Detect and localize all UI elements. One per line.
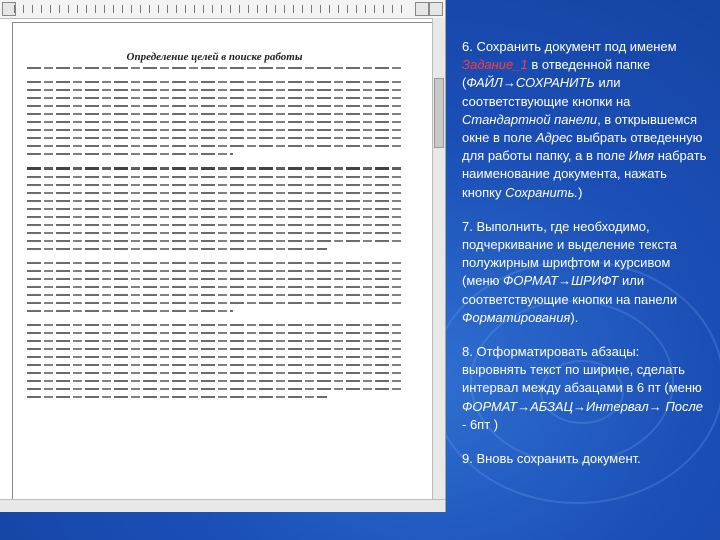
step6-text: ) [578, 184, 583, 200]
step7-text: 7. Выполнить, где необходимо, подчеркивание и выделение текста полужирным шрифтом и курсивом (меню [462, 218, 678, 289]
step9-text: 9. Вновь сохранить документ. [462, 451, 641, 467]
step8-text: 8. Отформатировать абзацы: выровнять текст по ширине, сделать интервал между абзацами в 6 пт (меню [462, 344, 702, 396]
text-line [27, 97, 402, 99]
text-line [27, 340, 402, 342]
text-line [27, 184, 402, 186]
scrollbar-thumb[interactable] [434, 78, 444, 148]
ruler-view-button[interactable] [415, 2, 429, 16]
menu-path-format-font: ФОРМАТ→ШРИФТ [503, 273, 619, 289]
text-line [27, 224, 402, 226]
text-line [27, 81, 402, 83]
text-line [27, 396, 327, 398]
menu-path-format-paragraph: ФОРМАТ→АБЗАЦ→Интервал→ После [462, 398, 704, 414]
text-line [27, 208, 402, 210]
text-line [27, 380, 402, 382]
text-line [27, 232, 402, 234]
step6-text: выбрать отведенную для работы папку, а в поле [462, 130, 703, 164]
formatting-panel-label: Форматирования [462, 309, 571, 325]
text-line [27, 270, 402, 272]
text-line [27, 286, 402, 288]
vertical-scrollbar[interactable] [432, 18, 445, 500]
text-line [27, 137, 402, 139]
text-line [27, 364, 402, 366]
step6-text: , в открывшемся окне в поле [462, 111, 698, 146]
text-line [27, 129, 402, 131]
text-line [27, 248, 327, 250]
step6-text: набрать наименование документа, нажать кнопку [462, 148, 707, 200]
document-body [27, 51, 402, 404]
text-line [27, 121, 402, 123]
text-line [27, 105, 402, 107]
text-line [27, 388, 402, 390]
step7-text: или соответствующие кнопки на панели [462, 273, 678, 307]
text-line [27, 176, 402, 178]
text-line [27, 294, 402, 296]
instruction-step-6 [462, 38, 707, 202]
text-line [27, 200, 402, 202]
text-line [27, 372, 402, 374]
step6-text: 6. Сохранить документ под именем [462, 39, 677, 54]
menu-path-file-save: ФАЙЛ→СОХРАНИТЬ [466, 75, 595, 91]
ruler-end-button[interactable] [429, 2, 443, 16]
document-title: Определение целей в поиске работы [126, 51, 303, 63]
instruction-step-8 [462, 343, 707, 434]
document-page[interactable] [12, 22, 434, 502]
horizontal-ruler [0, 0, 445, 19]
step8-text: - 6пт ) [462, 416, 499, 432]
text-line [27, 240, 402, 242]
text-line [27, 262, 402, 264]
text-line [27, 153, 233, 155]
text-line [27, 113, 402, 115]
instructions-panel [462, 38, 707, 484]
text-line [27, 67, 402, 69]
text-line [27, 332, 402, 334]
text-line [27, 356, 402, 358]
text-line [27, 167, 402, 170]
step6-text: в отведенной папке ( [462, 57, 651, 91]
text-line [27, 278, 402, 280]
instruction-step-7 [462, 218, 707, 327]
step7-text: ). [570, 309, 579, 325]
save-button-label: Сохранить. [505, 184, 579, 200]
instruction-step-9 [462, 450, 707, 468]
document-name-highlight: Задание_1 [462, 57, 528, 73]
text-line [27, 89, 402, 91]
text-line [27, 192, 402, 194]
text-line [27, 310, 233, 312]
step6-text: или соответствующие кнопки на [462, 75, 631, 109]
horizontal-scrollbar[interactable] [0, 499, 445, 512]
name-field-label: Имя [628, 148, 655, 164]
ruler-ticks [14, 5, 405, 13]
address-field-label: Адрес [535, 130, 573, 146]
text-line [27, 348, 402, 350]
text-line [27, 302, 402, 304]
text-line [27, 216, 402, 218]
text-line [27, 145, 402, 147]
text-line [27, 324, 402, 326]
standard-panel-label: Стандартной панели [462, 111, 598, 127]
